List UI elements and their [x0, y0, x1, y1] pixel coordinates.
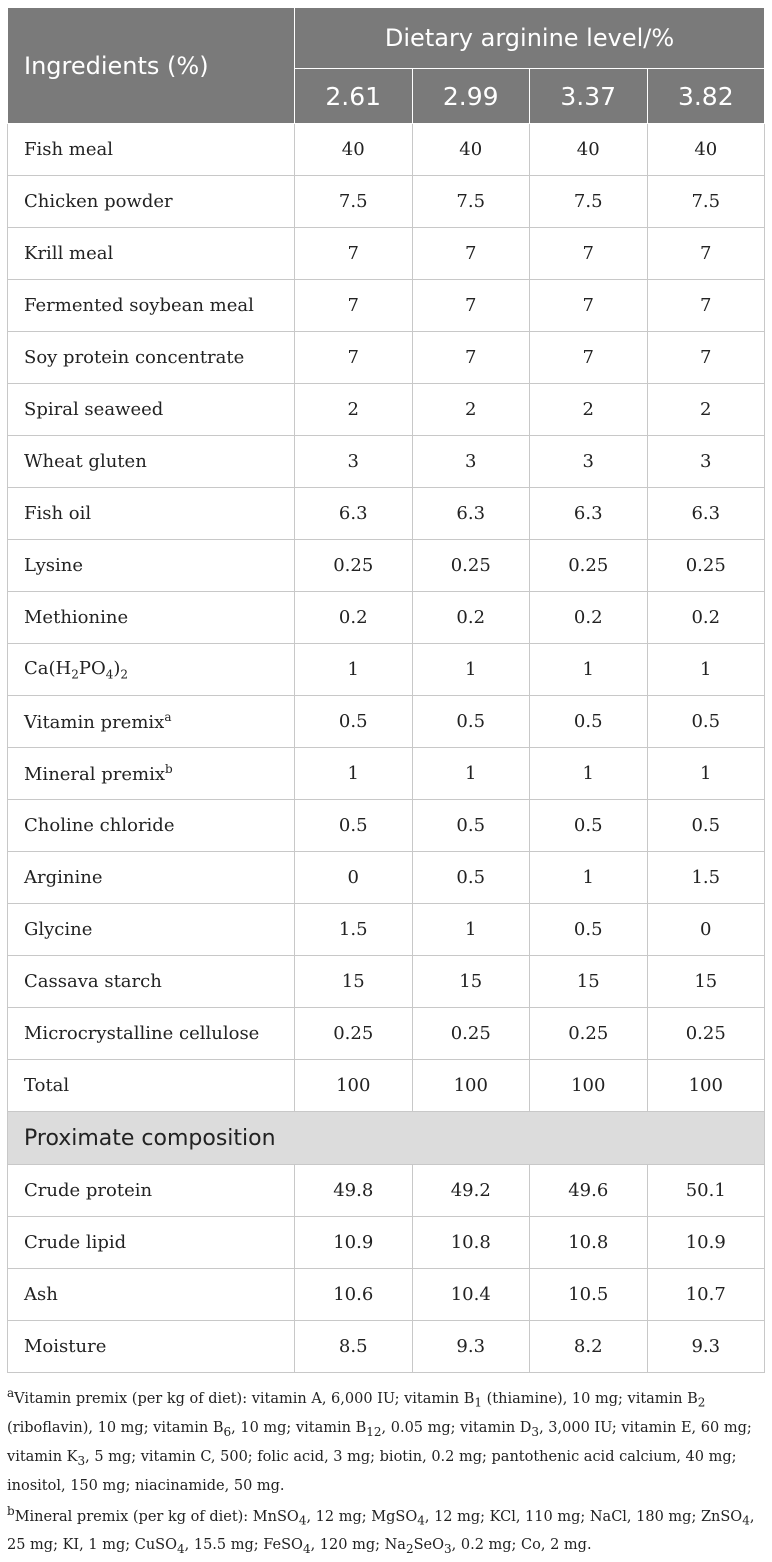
ingredient-name: Wheat gluten — [8, 436, 295, 488]
table-cell: 40 — [647, 124, 765, 176]
table-row — [8, 644, 765, 696]
table-cell: 0.25 — [530, 1008, 648, 1060]
table-cell: 50.1 — [647, 1165, 765, 1217]
table-cell: 6.3 — [412, 488, 530, 540]
table-cell: 49.2 — [412, 1165, 530, 1217]
table-cell: 0.25 — [412, 1008, 530, 1060]
table-cell: 0.2 — [412, 592, 530, 644]
table-cell: 0.5 — [412, 852, 530, 904]
table-cell: 6.3 — [530, 488, 648, 540]
formula-text: ) — [113, 658, 120, 679]
table-row — [8, 124, 765, 176]
table-row — [8, 956, 765, 1008]
level-header: 2.99 — [412, 69, 530, 124]
footnote-text: Vitamin premix (per kg of diet): vitamin A, 6,000 IU; vitamin B — [14, 1391, 474, 1407]
table-row — [8, 1217, 765, 1269]
table-cell: 10.9 — [647, 1217, 765, 1269]
component-name: Crude lipid — [8, 1217, 295, 1269]
subscript: 4 — [299, 1513, 307, 1527]
table-cell: 100 — [530, 1060, 648, 1112]
table-cell: 0.5 — [647, 800, 765, 852]
table-cell: 7 — [647, 228, 765, 280]
table-row — [8, 332, 765, 384]
table-cell: 1 — [530, 748, 648, 800]
subscript: 4 — [742, 1513, 750, 1527]
table-cell: 0.5 — [412, 696, 530, 748]
table-cell: 9.3 — [647, 1321, 765, 1373]
subscript: 2 — [698, 1396, 706, 1410]
table-cell: 0.2 — [295, 592, 413, 644]
table-cell: 0.5 — [530, 800, 648, 852]
ingredients-header: Ingredients (%) — [8, 8, 295, 124]
ingredient-name: Choline chloride — [8, 800, 295, 852]
table-row — [8, 852, 765, 904]
table-cell: 40 — [530, 124, 648, 176]
table-cell: 0.5 — [530, 696, 648, 748]
footnote-marker: b — [165, 762, 173, 776]
table-cell: 10.8 — [530, 1217, 648, 1269]
footnote-b — [7, 1499, 764, 1562]
level-header: 3.82 — [647, 69, 765, 124]
ingredient-name: Glycine — [8, 904, 295, 956]
table-cell: 7 — [295, 280, 413, 332]
table-cell: 6.3 — [647, 488, 765, 540]
table-cell: 1 — [295, 644, 413, 696]
formula-text: Ca(H — [24, 658, 71, 679]
ingredient-name: Fish oil — [8, 488, 295, 540]
table-cell: 49.6 — [530, 1165, 648, 1217]
table-cell: 40 — [295, 124, 413, 176]
section-row — [8, 1112, 765, 1165]
table-cell: 0.5 — [530, 904, 648, 956]
formula-text: PO — [79, 658, 106, 679]
ingredient-name: Cassava starch — [8, 956, 295, 1008]
table-cell: 0.25 — [530, 540, 648, 592]
header-row-top — [8, 8, 765, 69]
ingredient-name: Microcrystalline cellulose — [8, 1008, 295, 1060]
footnotes — [7, 1381, 764, 1562]
table-cell: 2 — [412, 384, 530, 436]
ingredient-name: Lysine — [8, 540, 295, 592]
ingredient-name: Spiral seaweed — [8, 384, 295, 436]
table-cell: 1.5 — [295, 904, 413, 956]
ingredients-table — [7, 7, 765, 1373]
ingredient-label: Vitamin premix — [24, 712, 164, 733]
component-name: Moisture — [8, 1321, 295, 1373]
subscript: 3 — [531, 1425, 539, 1439]
table-cell: 10.4 — [412, 1269, 530, 1321]
table-cell: 1.5 — [647, 852, 765, 904]
ingredient-name: Fermented soybean meal — [8, 280, 295, 332]
table-cell: 2 — [647, 384, 765, 436]
table-cell: 2 — [530, 384, 648, 436]
table-cell: 8.2 — [530, 1321, 648, 1373]
ingredient-name: Chicken powder — [8, 176, 295, 228]
component-name: Ash — [8, 1269, 295, 1321]
footnote-text: , 0.05 mg; vitamin D — [382, 1420, 532, 1436]
table-cell: 3 — [412, 436, 530, 488]
level-header: 2.61 — [295, 69, 413, 124]
ingredient-name: Krill meal — [8, 228, 295, 280]
table-cell: 7.5 — [295, 176, 413, 228]
table-cell: 2 — [295, 384, 413, 436]
table-cell: 15 — [530, 956, 648, 1008]
table-row — [8, 228, 765, 280]
ingredient-name: Total — [8, 1060, 295, 1112]
table-cell: 7 — [530, 332, 648, 384]
subscript: 4 — [177, 1542, 185, 1556]
table-cell: 7 — [647, 280, 765, 332]
table-row — [8, 800, 765, 852]
table-cell: 0.5 — [647, 696, 765, 748]
table-cell: 0.25 — [295, 540, 413, 592]
table-cell: 0.2 — [530, 592, 648, 644]
table-cell: 0.25 — [295, 1008, 413, 1060]
footnote-text: , 15.5 mg; FeSO — [185, 1537, 303, 1553]
footnote-a — [7, 1381, 764, 1499]
table-row — [8, 280, 765, 332]
footnote-text: , 12 mg; MgSO — [306, 1508, 417, 1524]
table-row — [8, 540, 765, 592]
table-cell: 15 — [295, 956, 413, 1008]
subscript: 1 — [474, 1396, 482, 1410]
table-row — [8, 1321, 765, 1373]
table-row — [8, 488, 765, 540]
table-cell: 7 — [530, 228, 648, 280]
footnote-text: Mineral premix (per kg of diet): MnSO — [15, 1508, 299, 1524]
table-row — [8, 592, 765, 644]
table-cell: 1 — [412, 748, 530, 800]
table-cell: 10.5 — [530, 1269, 648, 1321]
table-row — [8, 1008, 765, 1060]
footnote-marker: a — [7, 1386, 14, 1400]
table-cell: 10.9 — [295, 1217, 413, 1269]
table-cell: 8.5 — [295, 1321, 413, 1373]
table-cell: 49.8 — [295, 1165, 413, 1217]
ingredient-name: Arginine — [8, 852, 295, 904]
table-cell: 1 — [647, 644, 765, 696]
subscript: 3 — [444, 1542, 452, 1556]
table-cell: 7 — [295, 228, 413, 280]
ingredient-name: Methionine — [8, 592, 295, 644]
footnote-text: (thiamine), 10 mg; vitamin B — [482, 1391, 698, 1407]
subscript: 12 — [366, 1425, 381, 1439]
footnote-text: SeO — [414, 1537, 444, 1553]
ingredient-name: Fish meal — [8, 124, 295, 176]
subscript: 4 — [106, 667, 114, 681]
footnote-marker: b — [7, 1504, 15, 1518]
table-cell: 0.2 — [647, 592, 765, 644]
table-row — [8, 1165, 765, 1217]
arginine-level-header: Dietary arginine level/% — [295, 8, 765, 69]
footnote-text: , 3,000 IU; vitamin E, 60 mg; vitamin K — [7, 1420, 752, 1465]
footnote-text: , 10 mg; vitamin B — [231, 1420, 366, 1436]
footnote-marker: a — [164, 710, 171, 724]
table-cell: 1 — [647, 748, 765, 800]
table-cell: 10.6 — [295, 1269, 413, 1321]
table-cell: 3 — [295, 436, 413, 488]
table-cell: 9.3 — [412, 1321, 530, 1373]
table-cell: 7 — [412, 280, 530, 332]
table-row — [8, 436, 765, 488]
table-cell: 0.5 — [295, 696, 413, 748]
table-cell: 3 — [530, 436, 648, 488]
ingredient-name — [8, 644, 295, 696]
table-cell: 10.7 — [647, 1269, 765, 1321]
ingredient-label: Mineral premix — [24, 764, 165, 785]
table-cell: 100 — [295, 1060, 413, 1112]
component-name: Crude protein — [8, 1165, 295, 1217]
subscript: 4 — [303, 1542, 311, 1556]
footnote-text: , 120 mg; Na — [311, 1537, 406, 1553]
table-cell: 7 — [530, 280, 648, 332]
table-cell: 7 — [412, 228, 530, 280]
table-cell: 7 — [647, 332, 765, 384]
table-row — [8, 1060, 765, 1112]
table-cell: 0 — [647, 904, 765, 956]
table-cell: 6.3 — [295, 488, 413, 540]
subscript: 4 — [417, 1513, 425, 1527]
subscript: 2 — [120, 667, 128, 681]
table-cell: 3 — [647, 436, 765, 488]
table-cell: 0.25 — [647, 540, 765, 592]
ingredient-name — [8, 748, 295, 800]
table-row — [8, 904, 765, 956]
footnote-text: , 25 mg; KI, 1 mg; CuSO — [7, 1508, 754, 1553]
table-cell: 7.5 — [647, 176, 765, 228]
subscript: 2 — [406, 1542, 414, 1556]
table-cell: 1 — [530, 852, 648, 904]
table-cell: 7.5 — [412, 176, 530, 228]
table-row — [8, 748, 765, 800]
table-cell: 0 — [295, 852, 413, 904]
ingredient-name: Soy protein concentrate — [8, 332, 295, 384]
subscript: 2 — [71, 667, 79, 681]
table-cell: 40 — [412, 124, 530, 176]
subscript: 3 — [77, 1454, 85, 1468]
proximate-composition-header: Proximate composition — [8, 1112, 765, 1165]
table-cell: 1 — [530, 644, 648, 696]
footnote-text: , 5 mg; vitamin C, 500; folic acid, 3 mg; biotin, 0.2 mg; pantothenic acid calcium, 40 mg; inositol, 150 mg; niacinamide, 50 mg. — [7, 1449, 737, 1494]
table-row — [8, 176, 765, 228]
table-cell: 1 — [295, 748, 413, 800]
table-cell: 15 — [412, 956, 530, 1008]
level-header: 3.37 — [530, 69, 648, 124]
footnote-text: , 12 mg; KCl, 110 mg; NaCl, 180 mg; ZnSO — [425, 1508, 742, 1524]
table-cell: 0.25 — [647, 1008, 765, 1060]
table-cell: 1 — [412, 644, 530, 696]
table-cell: 100 — [412, 1060, 530, 1112]
table-cell: 0.5 — [412, 800, 530, 852]
table-cell: 10.8 — [412, 1217, 530, 1269]
ingredient-name — [8, 696, 295, 748]
footnote-text: , 0.2 mg; Co, 2 mg. — [452, 1537, 592, 1553]
footnote-text: (riboflavin), 10 mg; vitamin B — [7, 1420, 223, 1436]
table-cell: 0.5 — [295, 800, 413, 852]
table-cell: 7 — [412, 332, 530, 384]
table-cell: 7.5 — [530, 176, 648, 228]
table-cell: 100 — [647, 1060, 765, 1112]
table-row — [8, 384, 765, 436]
table-cell: 0.25 — [412, 540, 530, 592]
table-row — [8, 1269, 765, 1321]
table-row — [8, 696, 765, 748]
table-cell: 1 — [412, 904, 530, 956]
table-cell: 7 — [295, 332, 413, 384]
subscript: 6 — [223, 1425, 231, 1439]
table-cell: 15 — [647, 956, 765, 1008]
table-container — [7, 7, 764, 1562]
